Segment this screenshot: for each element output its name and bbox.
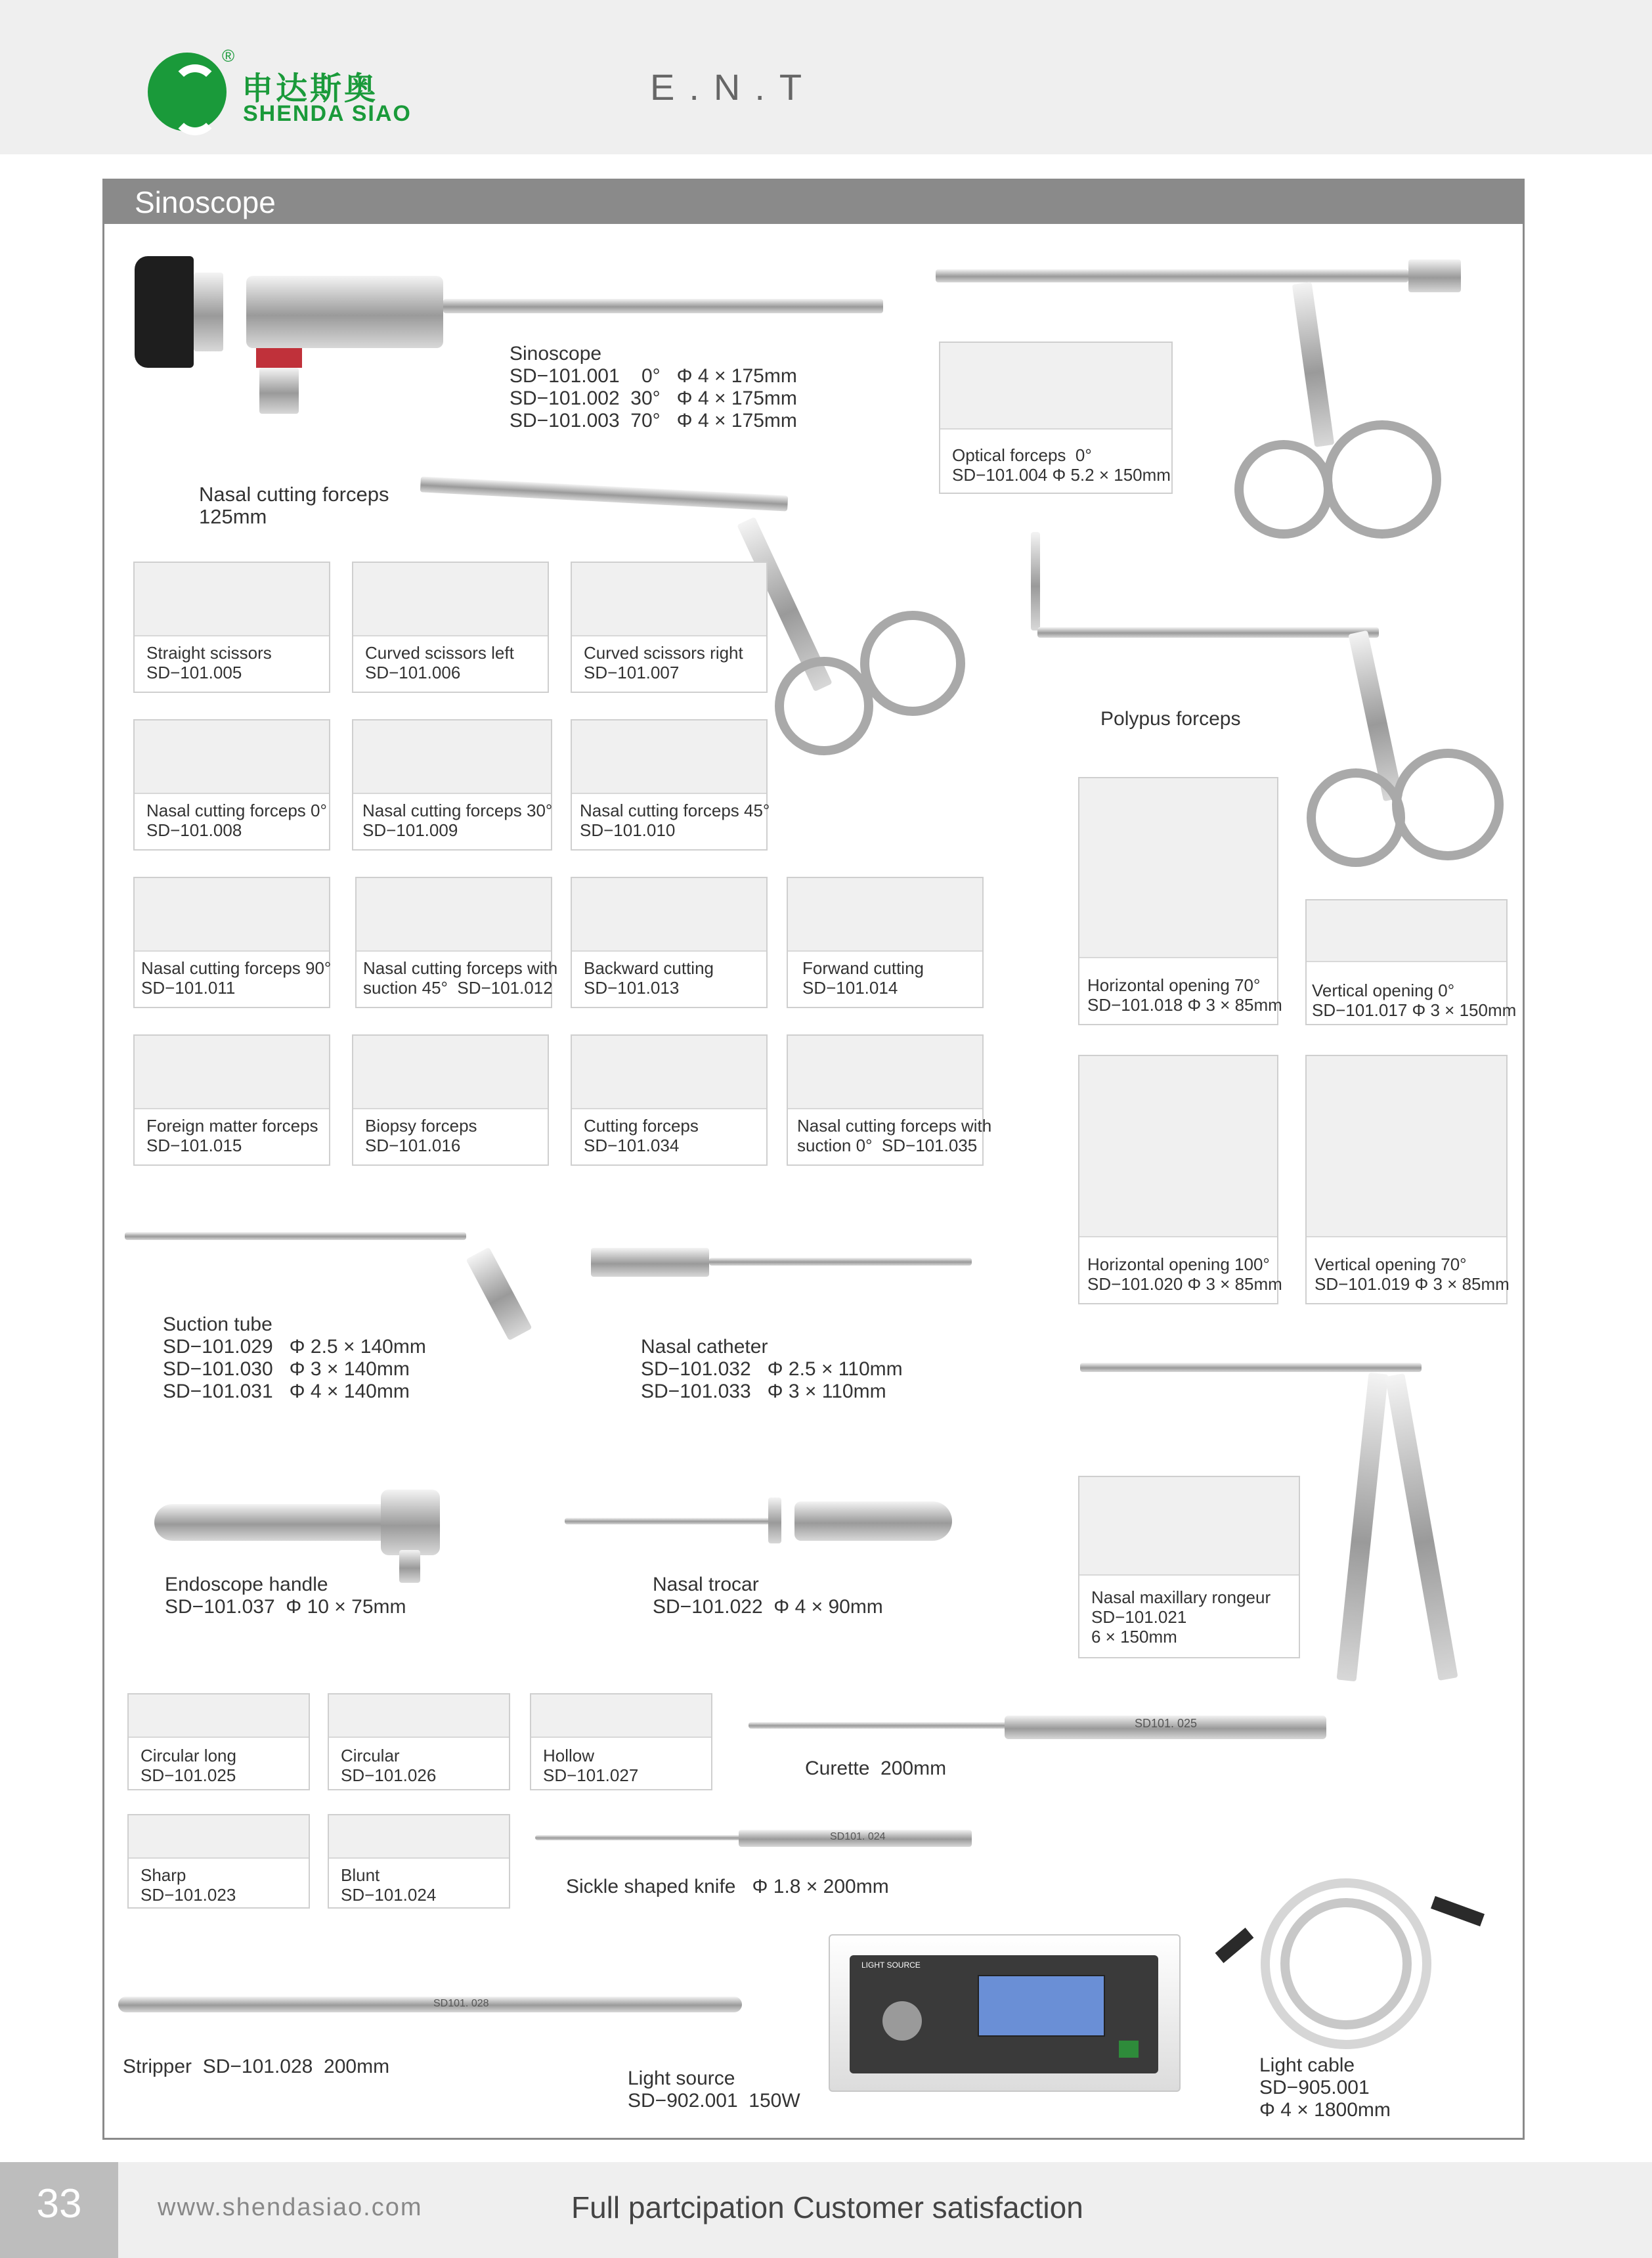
nasal-cutting-30-card — [352, 719, 552, 851]
curette-shaft-shape — [749, 1722, 1011, 1729]
nasal-cutting-suction0-thumb — [788, 1036, 982, 1109]
curved-scissors-right-card — [571, 562, 768, 693]
vertical-70-thumb — [1307, 1056, 1506, 1237]
blunt-card — [328, 1814, 510, 1909]
sickle-shaft-shape — [535, 1835, 745, 1840]
forward-cutting-card — [787, 877, 984, 1008]
foreign-matter-card — [133, 1034, 330, 1166]
ncf-shaft-shape — [420, 476, 788, 511]
light-source-device — [829, 1934, 1181, 2092]
horizontal-70-card — [1078, 777, 1282, 1025]
nasal-cutting-30-thumb — [353, 720, 551, 794]
optical-ring-2-shape — [1323, 420, 1441, 539]
optical-handle-shape — [1292, 282, 1335, 447]
horizontal-100-card — [1078, 1055, 1282, 1304]
biopsy-forceps-label: Biopsy forceps SD−101.016 — [365, 1116, 477, 1155]
blunt-label: Blunt SD−101.024 — [341, 1865, 437, 1905]
curette-engraving: SD101. 025 — [1135, 1717, 1198, 1730]
circular-card — [328, 1693, 510, 1790]
nasal-cutting-0-label: Nasal cutting forceps 0° SD−101.008 — [146, 801, 327, 840]
blunt-thumb — [329, 1815, 509, 1859]
rongeur-shaft-shape — [1080, 1363, 1422, 1372]
endoscope-handle-label: Endoscope handle SD−101.037 Φ 10 × 75mm — [165, 1574, 406, 1618]
hollow-label: Hollow SD−101.027 — [543, 1746, 639, 1785]
section-title: Sinoscope — [135, 185, 276, 219]
nasal-cutting-30-label: Nasal cutting forceps 30° SD−101.009 — [362, 801, 553, 840]
scope-body-shape — [194, 273, 223, 351]
stripper-engraving: SD101. 028 — [433, 1998, 489, 2009]
curette-label: Curette 200mm — [805, 1758, 947, 1779]
polypus-tip-shape — [1031, 532, 1040, 631]
stripper-shape — [118, 1997, 742, 2012]
curved-scissors-left-card — [352, 562, 549, 693]
polypus-ring-2-shape — [1392, 749, 1504, 860]
vertical-0-label: Vertical opening 0° SD−101.017 Φ 3 × 150mm — [1312, 981, 1517, 1020]
straight-scissors-label: Straight scissors SD−101.005 — [146, 643, 272, 682]
light-post-shape — [256, 348, 302, 368]
hollow-thumb — [531, 1694, 711, 1738]
cutting-forceps-label: Cutting forceps SD−101.034 — [584, 1116, 699, 1155]
optical-shaft-shape — [936, 269, 1408, 282]
page-category-title: E.N.T — [650, 66, 817, 108]
nasal-cutting-suction0-label: Nasal cutting forceps with suction 0° SD−101.035 — [797, 1116, 992, 1155]
sinoscope-label: Sinoscope SD−101.001 0° Φ 4 × 175mm SD−101.002 30° Φ 4 × 175mm SD−101.003 70° Φ 4 × 175mm — [510, 343, 797, 432]
logo-chinese-text: 申达斯奥 — [242, 70, 379, 107]
optical-ring-1-shape — [1234, 440, 1333, 539]
nasal-catheter-shaft-shape — [709, 1258, 972, 1266]
endoscope-handle-head-shape — [381, 1490, 440, 1555]
section-title-bar — [104, 181, 1523, 224]
light-source-port — [882, 2001, 922, 2041]
nasal-cutting-0-card — [133, 719, 330, 851]
optical-head-shape — [1408, 259, 1461, 292]
circular-thumb — [329, 1694, 509, 1738]
rongeur-thumb — [1079, 1477, 1299, 1576]
optical-forceps-thumb — [940, 343, 1171, 430]
foreign-matter-label: Foreign matter forceps SD−101.015 — [146, 1116, 318, 1155]
suction-tube-shape — [125, 1232, 466, 1240]
curved-scissors-left-thumb — [353, 563, 548, 636]
power-button-icon — [1119, 2041, 1139, 2058]
vertical-0-thumb — [1307, 900, 1506, 962]
sickle-knife-label: Sickle shaped knife Φ 1.8 × 200mm — [566, 1876, 889, 1897]
vertical-70-card — [1305, 1055, 1508, 1304]
nasal-cutting-90-label: Nasal cutting forceps 90° SD−101.011 — [141, 958, 332, 998]
circular-long-label: Circular long SD−101.025 — [141, 1746, 236, 1785]
trocar-guard-shape — [768, 1497, 781, 1543]
eyepiece-shape — [135, 256, 194, 368]
backward-cutting-label: Backward cutting SD−101.013 — [584, 958, 714, 998]
biopsy-forceps-card — [352, 1034, 549, 1166]
light-source-panel-title: LIGHT SOURCE — [861, 1960, 921, 1970]
stripper-label: Stripper SD−101.028 200mm — [123, 2056, 390, 2077]
circular-long-thumb — [129, 1694, 309, 1738]
horizontal-100-label: Horizontal opening 100° SD−101.020 Φ 3 × 85mm — [1087, 1254, 1282, 1294]
light-cable-coil-inner — [1280, 1898, 1412, 2029]
trocar-shaft-shape — [565, 1518, 775, 1524]
curved-scissors-left-label: Curved scissors left SD−101.006 — [365, 643, 514, 682]
vertical-0-card — [1305, 899, 1517, 1025]
circular-long-card — [127, 1693, 310, 1790]
sharp-label: Sharp SD−101.023 — [141, 1865, 236, 1905]
light-source-label: Light source SD−902.001 150W — [628, 2068, 800, 2112]
horizontal-100-thumb — [1079, 1056, 1277, 1237]
light-cable-label: Light cable SD−905.001 Φ 4 × 1800mm — [1259, 2054, 1391, 2121]
logo-english-text: SHENDA SIAO — [243, 101, 412, 126]
polypus-forceps-label: Polypus forceps — [1100, 708, 1241, 730]
cutting-forceps-card — [571, 1034, 768, 1166]
trocar-handle-shape — [794, 1501, 952, 1541]
registered-mark: ® — [222, 46, 235, 66]
nasal-cutting-45-thumb — [572, 720, 766, 794]
sharp-thumb — [129, 1815, 309, 1859]
sickle-engraving: SD101. 024 — [830, 1831, 886, 1842]
horizontal-70-label: Horizontal opening 70° SD−101.018 Φ 3 × 85mm — [1087, 975, 1282, 1015]
hollow-card — [530, 1693, 712, 1790]
suction-tube-label: Suction tube SD−101.029 Φ 2.5 × 140mm SD−101.030 Φ 3 × 140mm SD−101.031 Φ 4 × 140mm — [163, 1314, 426, 1402]
nasal-cutting-suction45-label: Nasal cutting forceps with suction 45° SD−101.012 — [363, 958, 558, 998]
nasal-catheter-label: Nasal catheter SD−101.032 Φ 2.5 × 110mm SD−101.033 Φ 3 × 110mm — [641, 1336, 903, 1402]
light-post-base-shape — [259, 368, 299, 414]
nasal-cutting-45-label: Nasal cutting forceps 45° SD−101.010 — [580, 801, 770, 840]
biopsy-forceps-thumb — [353, 1036, 548, 1109]
nasal-cutting-suction45-card — [355, 877, 558, 1008]
endoscope-handle-shape — [154, 1504, 391, 1541]
curved-scissors-right-label: Curved scissors right SD−101.007 — [584, 643, 743, 682]
page-number: 33 — [36, 2181, 82, 2226]
nasal-cutting-suction45-thumb — [357, 878, 551, 952]
nasal-cutting-0-thumb — [135, 720, 329, 794]
rongeur-label: Nasal maxillary rongeur SD−101.021 6 × 150mm — [1091, 1587, 1271, 1647]
rongeur-card — [1078, 1476, 1300, 1658]
curved-scissors-right-thumb — [572, 563, 766, 636]
shenda-logo-icon — [148, 53, 227, 131]
horizontal-70-thumb — [1079, 778, 1277, 958]
polypus-shaft-shape — [1037, 627, 1379, 638]
nasal-catheter-handle-shape — [591, 1248, 709, 1277]
cutting-forceps-thumb — [572, 1036, 766, 1109]
nasal-cutting-45-card — [571, 719, 768, 851]
circular-label: Circular SD−101.026 — [341, 1746, 437, 1785]
forward-cutting-thumb — [788, 878, 982, 952]
nasal-cutting-suction0-card — [787, 1034, 992, 1166]
scope-head-shape — [246, 276, 443, 348]
footer-slogan: Full partcipation Customer satisfaction — [571, 2190, 1083, 2225]
backward-cutting-thumb — [572, 878, 766, 952]
optical-forceps-label: Optical forceps 0° SD−101.004 Φ 5.2 × 150mm — [952, 445, 1171, 485]
nasal-trocar-label: Nasal trocar SD−101.022 Φ 4 × 90mm — [653, 1574, 883, 1618]
straight-scissors-card — [133, 562, 330, 693]
light-source-screen — [978, 1975, 1105, 2037]
backward-cutting-card — [571, 877, 768, 1008]
polypus-ring-1-shape — [1307, 768, 1405, 867]
forward-cutting-label: Forwand cutting SD−101.014 — [802, 958, 924, 998]
website-url: www.shendasiao.com — [158, 2194, 423, 2221]
ncf-ring-2-shape — [860, 611, 965, 716]
nasal-cutting-125-label: Nasal cutting forceps 125mm — [199, 483, 389, 528]
nasal-cutting-90-thumb — [135, 878, 329, 952]
straight-scissors-thumb — [135, 563, 329, 636]
sharp-card — [127, 1814, 310, 1909]
ncf-ring-1-shape — [775, 657, 873, 755]
vertical-70-label: Vertical opening 70° SD−101.019 Φ 3 × 85mm — [1315, 1254, 1510, 1294]
nasal-cutting-90-card — [133, 877, 330, 1008]
foreign-matter-thumb — [135, 1036, 329, 1109]
scope-shaft-shape — [443, 299, 883, 313]
